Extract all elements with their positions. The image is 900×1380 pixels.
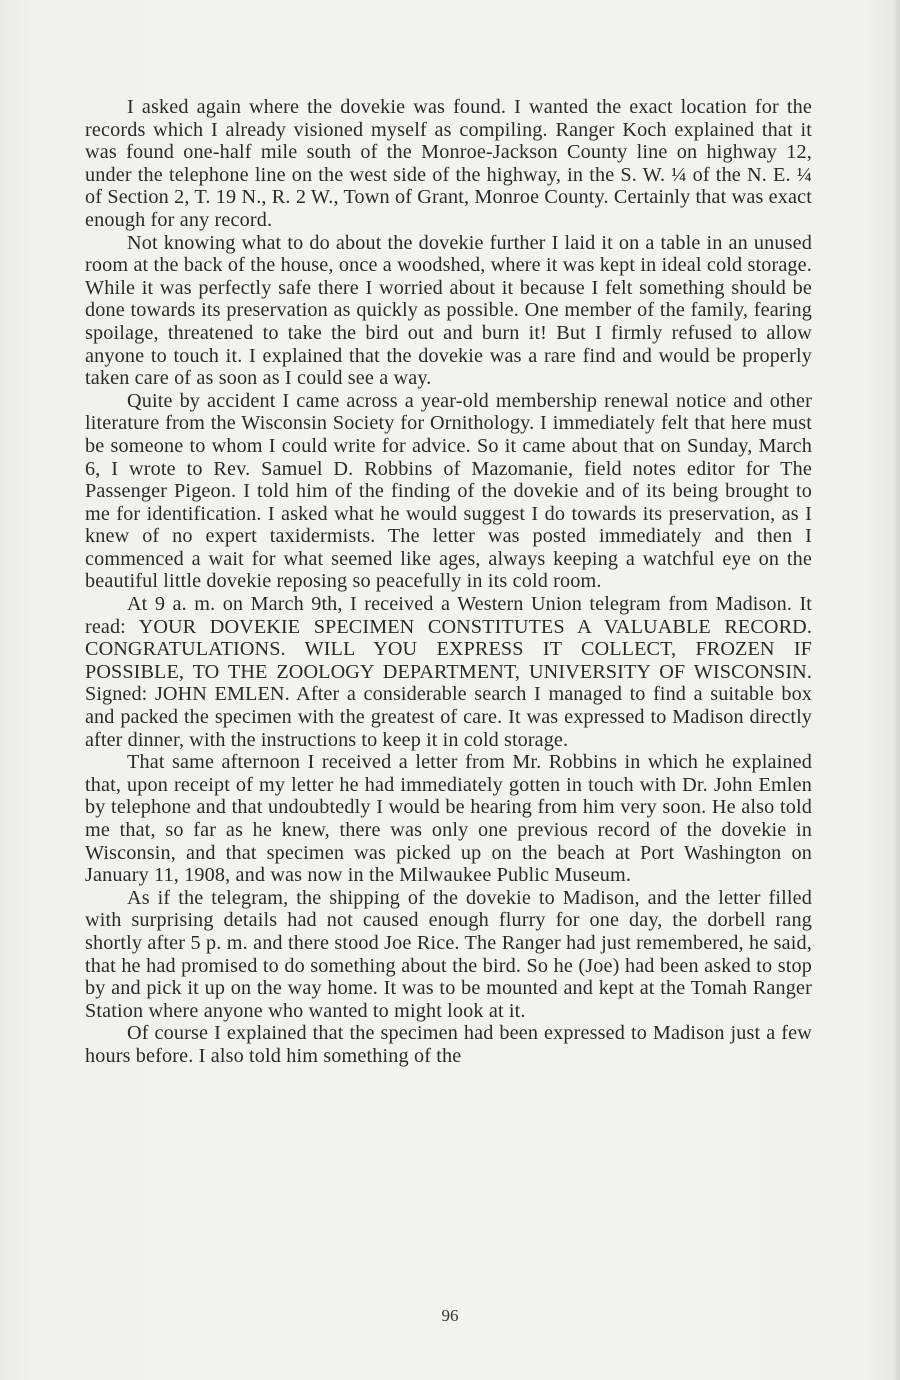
paragraph-dovekie-location: I asked again where the dovekie was found. I wanted the exact location for the records which I already visioned myself as compiling. Ranger Koch explained that it was found one-half mile south of the Monroe-Jackson County line on highway 12, under the telephone line on the west side of the highway, in the S. W. ¼ of the N. E. ¼ of Section 2, T. 19 N., R. 2 W., Town of Grant, Monroe County. Certainly that was exact enough for any record.	[85, 96, 812, 231]
body-text	[85, 96, 812, 1068]
paragraph-telegram: At 9 a. m. on March 9th, I received a Western Union telegram from Madison. It read: YOUR DOVEKIE SPECIMEN CONSTITUTES A VALUABLE RECORD. CONGRATULATIONS. WILL YOU EXPRESS IT COLLECT, FROZEN IF POSSIBLE, TO THE ZOOLOGY DEPARTMENT, UNIVERSITY OF WISCONSIN. Signed: JOHN EMLEN. After a considerable search I managed to find a suitable box and packed the specimen with the greatest of care. It was expressed to Madison directly after dinner, with the instructions to keep it in cold storage.	[85, 593, 812, 751]
paragraph-letter-to-robbins: Quite by accident I came across a year-old membership renewal notice and other literature from the Wisconsin Society for Ornithology. I immediately felt that here must be someone to whom I could write for advice. So it came about that on Sunday, March 6, I wrote to Rev. Samuel D. Robbins of Mazomanie, field notes editor for The Passenger Pigeon. I told him of the finding of the dovekie and of its being brought to me for identification. I asked what he would suggest I do towards its preservation, as I knew of no expert taxidermists. The letter was posted immediately and then I commenced a wait for what seemed like ages, always keeping a watchful eye on the beautiful little dovekie reposing so peacefully in its cold room.	[85, 389, 812, 593]
paragraph-cold-storage: Not knowing what to do about the dovekie further I laid it on a table in an unused room at the back of the house, once a woodshed, where it was kept in ideal cold storage. While it was perfectly safe there I worried about it because I felt something should be done towards its preservation as quickly as possible. One member of the family, fearing spoilage, threatened to take the bird out and burn it! But I firmly refused to allow anyone to touch it. I explained that the dovekie was a rare find and would be properly taken care of as soon as I could see a way.	[85, 231, 812, 390]
paragraph-robbins-reply: That same afternoon I received a letter from Mr. Robbins in which he explained that, upon receipt of my letter he had immediately gotten in touch with Dr. John Emlen by telephone and that undoubtedly I would be hearing from him very soon. He also told me that, so far as he knew, there was only one previous record of the dovekie in Wisconsin, and that specimen was picked up on the beach at Port Washington on January 11, 1908, and was now in the Milwaukee Public Museum.	[85, 751, 812, 887]
paragraph-explanation: Of course I explained that the specimen had been expressed to Madison just a few hours before. I also told him something of the	[85, 1022, 812, 1067]
page-number: 96	[441, 1306, 459, 1325]
paragraph-joe-rice: As if the telegram, the shipping of the dovekie to Madison, and the letter filled with surprising details had not caused enough flurry for one day, the dorbell rang shortly after 5 p. m. and there stood Joe Rice. The Ranger had just remembered, he said, that he had promised to do something about the bird. So he (Joe) had been asked to stop by and pick it up on the way home. It was to be mounted and kept at the Tomah Ranger Station where anyone who wanted to might look at it.	[85, 886, 812, 1022]
page-edge-shadow	[892, 0, 900, 1380]
